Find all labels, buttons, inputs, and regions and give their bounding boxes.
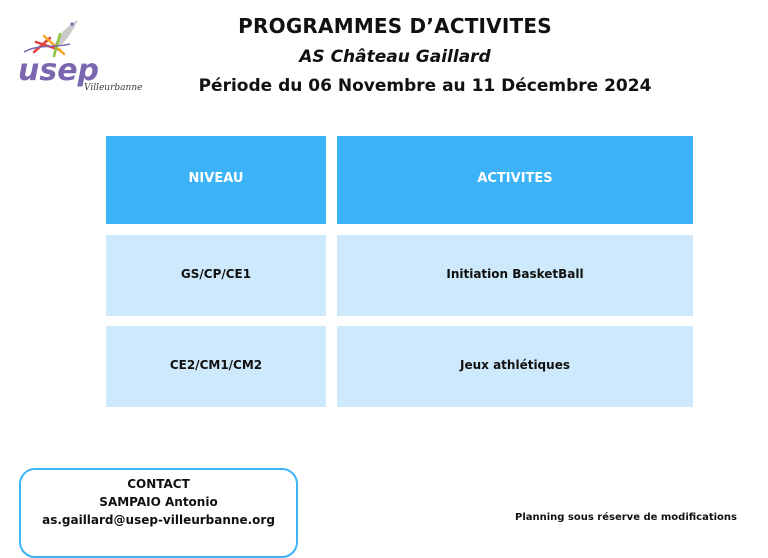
activite-value: Initiation BasketBall bbox=[446, 266, 584, 281]
column-header-niveau bbox=[106, 136, 326, 224]
period-line: Période du 06 Novembre au 11 Décembre 2024 bbox=[198, 76, 652, 96]
table-cell-activite bbox=[337, 326, 693, 407]
column-header-activites-label: ACTIVITES bbox=[477, 170, 553, 186]
contact-box bbox=[19, 468, 298, 558]
table-cell-niveau bbox=[106, 235, 326, 316]
page-title: PROGRAMMES D’ACTIVITES bbox=[238, 14, 552, 38]
column-header-activites bbox=[337, 136, 693, 224]
logo-wordmark: usep bbox=[18, 53, 100, 88]
logo-subtitle: Villeurbanne bbox=[84, 83, 143, 93]
table-cell-activite bbox=[337, 235, 693, 316]
contact-name: SAMPAIO Antonio bbox=[99, 495, 218, 509]
table-cell-niveau bbox=[106, 326, 326, 407]
contact-heading: CONTACT bbox=[127, 477, 190, 491]
niveau-value: CE2/CM1/CM2 bbox=[169, 357, 263, 372]
activite-value: Jeux athlétiques bbox=[460, 357, 570, 372]
usep-logo bbox=[14, 14, 143, 96]
contact-email[interactable]: as.gaillard@usep-villeurbanne.org bbox=[42, 513, 275, 527]
niveau-value: GS/CP/CE1 bbox=[180, 266, 252, 281]
page-subtitle: AS Château Gaillard bbox=[299, 47, 491, 67]
disclaimer-note: Planning sous réserve de modifications bbox=[514, 512, 737, 523]
column-header-niveau-label: NIVEAU bbox=[188, 170, 244, 186]
